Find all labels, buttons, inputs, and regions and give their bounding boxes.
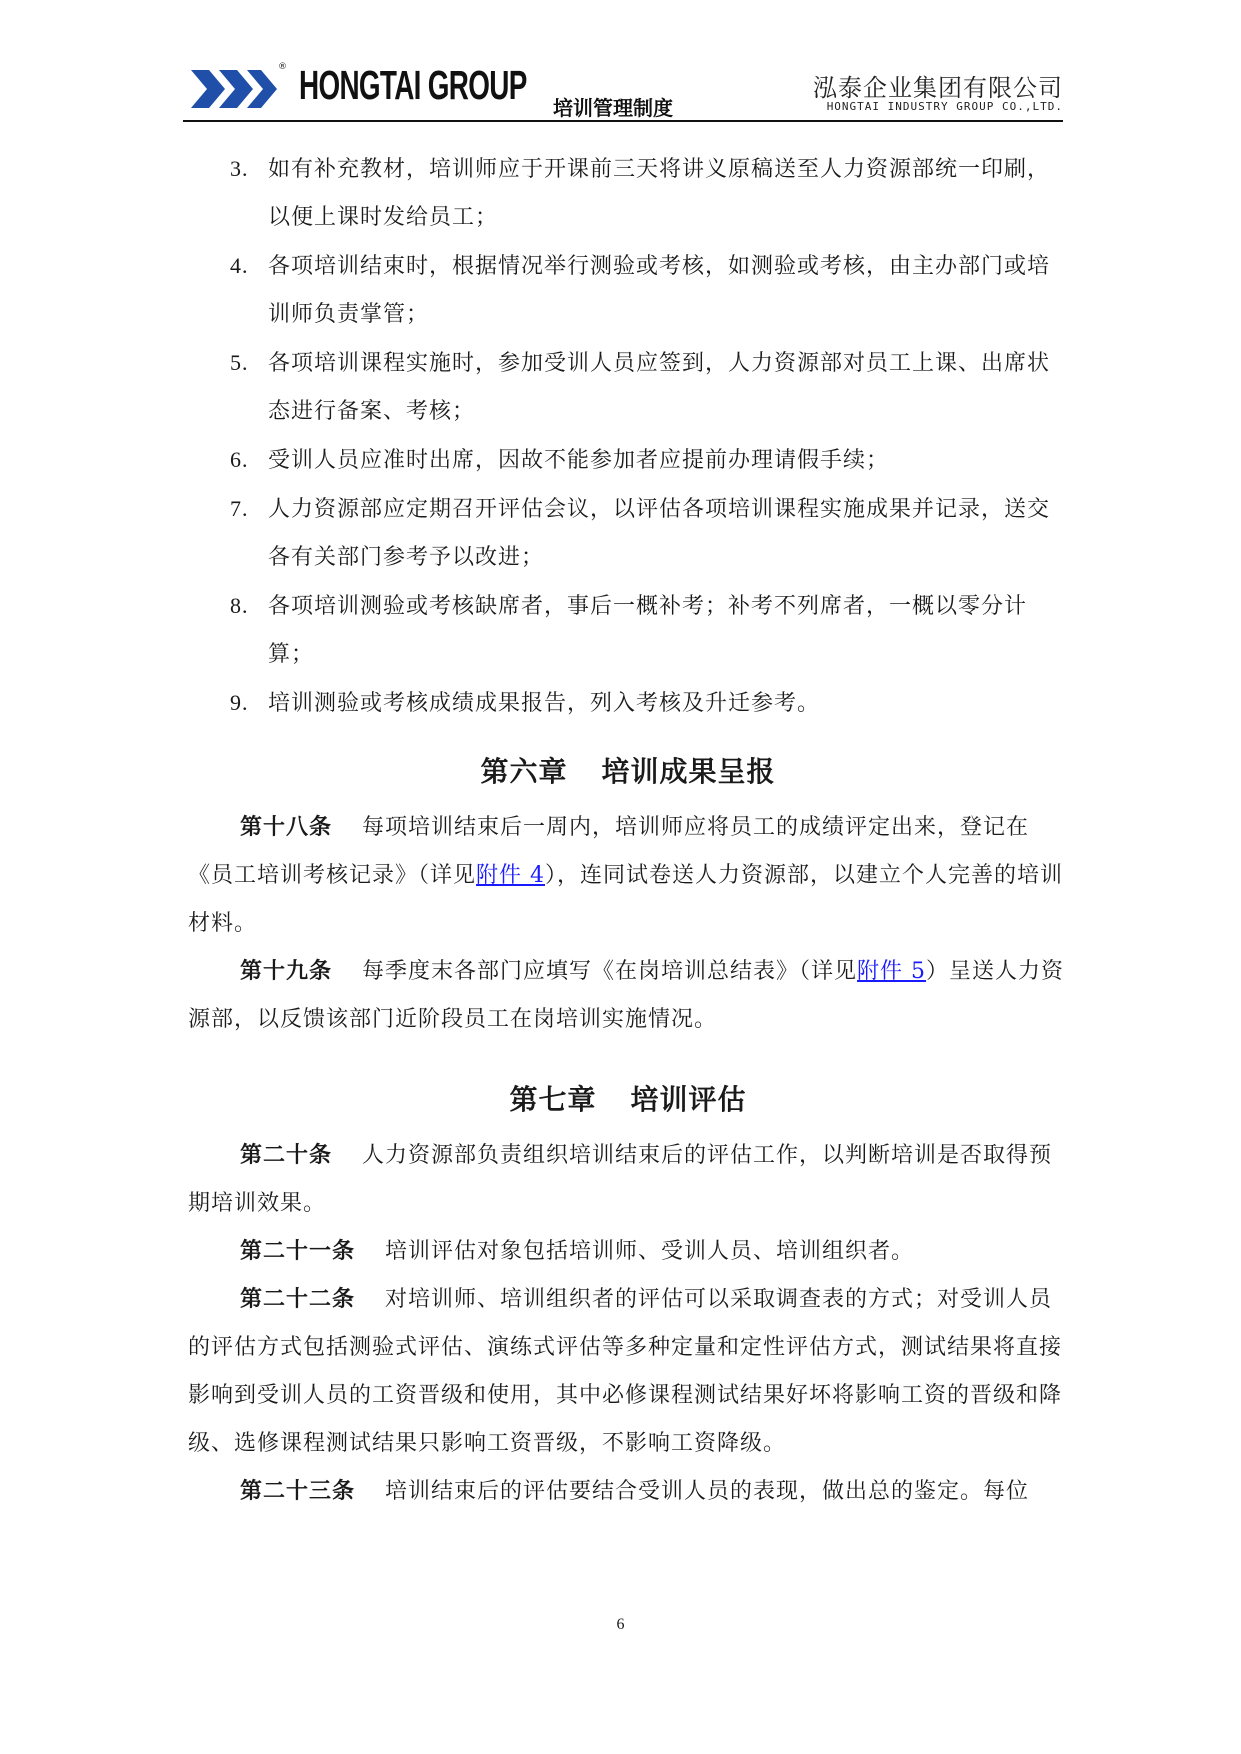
hongtai-logo-icon: [191, 66, 283, 112]
appendix-link[interactable]: 附件 5: [857, 959, 927, 984]
article-text: 培训结束后的评估要结合受训人员的表现，做出总的鉴定。每位: [385, 1479, 1030, 1504]
article-paragraph: [188, 1132, 1068, 1228]
list-number: 3.: [230, 156, 249, 181]
list-text: 人力资源部应定期召开评估会议，以评估各项培训课程实施成果并记录，送交各有关部门参考予以改进；: [268, 497, 1051, 570]
article-text: 培训评估对象包括培训师、受训人员、培训组织者。: [385, 1239, 915, 1264]
list-item: [188, 679, 1068, 728]
chapter-heading: [188, 750, 1068, 790]
header-divider: [183, 120, 1063, 122]
list-number: 4.: [230, 253, 249, 278]
appendix-link[interactable]: 附件 4: [476, 863, 546, 888]
article-label: 第十八条: [240, 815, 333, 840]
article-text: ），连同试卷送人力资源部，以建立个人完善的培训材料。: [188, 863, 1064, 936]
list-text: 各项培训测验或考核缺席者，事后一概补考；补考不列席者，一概以零分计算；: [268, 594, 1028, 667]
list-number: 6.: [230, 447, 249, 472]
chapter-heading: [188, 1078, 1068, 1118]
list-text: 各项培训课程实施时，参加受训人员应签到，人力资源部对员工上课、出席状态进行备案、考核；: [268, 351, 1051, 424]
list-item: [188, 339, 1068, 436]
article-label: 第二十二条: [240, 1287, 356, 1312]
article-text: 每项培训结束后一周内，培训师应将员工的成绩评定出来，登记在《员工培训考核记录》（详见: [188, 815, 1030, 888]
article-label: 第二十条: [240, 1143, 333, 1168]
list-item: [188, 436, 1068, 485]
chapter-title: 培训成果呈报: [601, 755, 776, 788]
list-text: 培训测验或考核成绩成果报告，列入考核及升迁参考。: [268, 691, 821, 716]
article-paragraph: [188, 1468, 1068, 1516]
list-number: 5.: [230, 350, 249, 375]
list-text: 各项培训结束时，根据情况举行测验或考核，如测验或考核，由主办部门或培训师负责掌管；: [268, 254, 1051, 327]
list-number: 9.: [230, 690, 249, 715]
article-paragraph: [188, 804, 1068, 948]
list-item: [188, 145, 1068, 242]
chapter-number: 第七章: [509, 1083, 597, 1116]
list-number: 8.: [230, 593, 249, 618]
article-paragraph: [188, 1228, 1068, 1276]
list-number: 7.: [230, 496, 249, 521]
article-paragraph: [188, 948, 1068, 1044]
page-body: [188, 145, 1068, 1516]
list-text: 受训人员应准时出席，因故不能参加者应提前办理请假手续；: [268, 448, 890, 473]
article-text: 人力资源部负责组织培训结束后的评估工作，以判断培训是否取得预期培训效果。: [188, 1143, 1053, 1216]
article-label: 第十九条: [240, 959, 333, 984]
page-number: 6: [616, 1616, 625, 1633]
list-item: [188, 582, 1068, 679]
company-name-en: HONGTAI INDUSTRY GROUP CO.,LTD.: [826, 100, 1063, 113]
article-text: 对培训师、培训组织者的评估可以采取调查表的方式；对受训人员的评估方式包括测验式评估、演练式评估等多种定量和定性评估方式，测试结果将直接影响到受训人员的工资晋级和使用，其中必修课程测试结果好坏将影响工资的晋级和降级、选修课程测试结果只影响工资晋级，不影响工资降级。: [188, 1287, 1063, 1456]
article-text: ）呈送人力资源部，以反馈该部门近阶段员工在岗培训实施情况。: [188, 959, 1065, 1032]
chapter-title: 培训评估: [630, 1083, 747, 1116]
article-paragraph: [188, 1276, 1068, 1468]
page-header: [183, 56, 1063, 122]
chapter-number: 第六章: [480, 755, 568, 788]
list-item: [188, 485, 1068, 582]
article-label: 第二十一条: [240, 1239, 356, 1264]
company-name-cn: 泓泰企业集团有限公司: [813, 74, 1063, 102]
document-title: 培训管理制度: [553, 96, 673, 120]
list-item: [188, 242, 1068, 339]
registered-mark: ®: [278, 62, 287, 72]
brand-name: HONGTAI GROUP: [299, 62, 527, 108]
article-text: 每季度末各部门应填写《在岗培训总结表》（详见: [362, 959, 858, 984]
article-label: 第二十三条: [240, 1479, 356, 1504]
numbered-list: [188, 145, 1068, 728]
list-text: 如有补充教材，培训师应于开课前三天将讲义原稿送至人力资源部统一印刷，以便上课时发给员工；: [268, 157, 1051, 230]
